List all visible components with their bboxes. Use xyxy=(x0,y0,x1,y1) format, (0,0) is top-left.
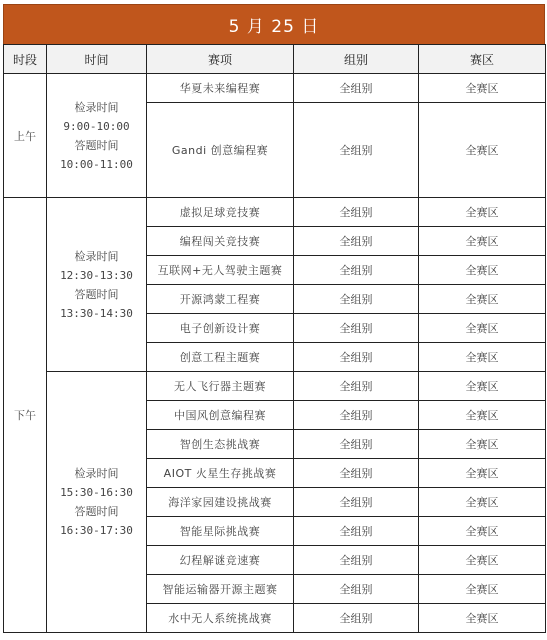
event-cell: 开源鸿蒙工程赛 xyxy=(147,285,294,314)
zone-cell: 全赛区 xyxy=(419,488,546,517)
group-cell: 全组别 xyxy=(294,343,419,372)
time-line: 16:30-17:30 xyxy=(60,524,133,537)
event-cell: 中国风创意编程赛 xyxy=(147,401,294,430)
zone-cell: 全赛区 xyxy=(419,546,546,575)
period-cell-pm: 下午 xyxy=(4,198,47,633)
table-row xyxy=(4,198,546,227)
table-row xyxy=(4,74,546,103)
time-line: 13:30-14:30 xyxy=(60,306,133,320)
event-cell: 智创生态挑战赛 xyxy=(147,430,294,459)
event-cell: 水中无人系统挑战赛 xyxy=(147,604,294,633)
zone-cell: 全赛区 xyxy=(419,256,546,285)
zone-cell: 全赛区 xyxy=(419,343,546,372)
group-cell: 全组别 xyxy=(294,227,419,256)
group-cell: 全组别 xyxy=(294,314,419,343)
event-cell: 海洋家园建设挑战赛 xyxy=(147,488,294,517)
date-title: 5 月 25 日 xyxy=(228,17,320,37)
time-line: 答题时间 xyxy=(74,138,119,152)
group-cell: 全组别 xyxy=(294,517,419,546)
event-cell: 智能星际挑战赛 xyxy=(147,517,294,546)
zone-cell: 全赛区 xyxy=(419,604,546,633)
zone-cell: 全赛区 xyxy=(419,430,546,459)
group-cell: 全组别 xyxy=(294,103,419,198)
group-cell: 全组别 xyxy=(294,430,419,459)
header-zone: 赛区 xyxy=(419,45,546,74)
group-cell: 全组别 xyxy=(294,459,419,488)
time-cell-am xyxy=(47,74,147,198)
event-cell: 编程闯关竞技赛 xyxy=(147,227,294,256)
zone-cell: 全赛区 xyxy=(419,103,546,198)
zone-cell: 全赛区 xyxy=(419,314,546,343)
event-cell: 无人飞行器主题赛 xyxy=(147,372,294,401)
group-cell: 全组别 xyxy=(294,401,419,430)
header-event: 赛项 xyxy=(147,45,294,74)
time-line: 12:30-13:30 xyxy=(60,268,133,282)
time-line: 15:30-16:30 xyxy=(60,486,133,499)
time-line: 答题时间 xyxy=(74,287,119,301)
event-cell: 虚拟足球竞技赛 xyxy=(147,198,294,227)
header-row xyxy=(4,45,546,74)
time-cell-pm-2 xyxy=(47,372,147,633)
event-cell: AIOT 火星生存挑战赛 xyxy=(147,459,294,488)
zone-cell: 全赛区 xyxy=(419,575,546,604)
time-line: 检录时间 xyxy=(74,100,119,114)
time-line: 检录时间 xyxy=(74,467,119,480)
event-cell: Gandi 创意编程赛 xyxy=(147,103,294,198)
table-row xyxy=(4,372,546,401)
group-cell: 全组别 xyxy=(294,372,419,401)
time-line: 10:00-11:00 xyxy=(60,157,133,171)
zone-cell: 全赛区 xyxy=(419,372,546,401)
zone-cell: 全赛区 xyxy=(419,517,546,546)
group-cell: 全组别 xyxy=(294,256,419,285)
header-period: 时段 xyxy=(4,45,47,74)
header-group: 组别 xyxy=(294,45,419,74)
time-line: 9:00-10:00 xyxy=(63,119,130,133)
event-cell: 电子创新设计赛 xyxy=(147,314,294,343)
group-cell: 全组别 xyxy=(294,198,419,227)
group-cell: 全组别 xyxy=(294,546,419,575)
period-cell-am: 上午 xyxy=(4,74,47,198)
zone-cell: 全赛区 xyxy=(419,227,546,256)
event-cell: 幻程解谜竞速赛 xyxy=(147,546,294,575)
date-banner xyxy=(3,4,545,44)
event-cell: 互联网+无人驾驶主题赛 xyxy=(147,256,294,285)
schedule-table xyxy=(3,44,546,633)
time-cell-pm-1 xyxy=(47,198,147,372)
group-cell: 全组别 xyxy=(294,604,419,633)
group-cell: 全组别 xyxy=(294,285,419,314)
time-line: 答题时间 xyxy=(74,505,119,518)
zone-cell: 全赛区 xyxy=(419,459,546,488)
group-cell: 全组别 xyxy=(294,575,419,604)
zone-cell: 全赛区 xyxy=(419,401,546,430)
event-cell: 智能运输器开源主题赛 xyxy=(147,575,294,604)
time-line: 检录时间 xyxy=(74,249,119,263)
group-cell: 全组别 xyxy=(294,488,419,517)
event-cell: 华夏未来编程赛 xyxy=(147,74,294,103)
zone-cell: 全赛区 xyxy=(419,74,546,103)
zone-cell: 全赛区 xyxy=(419,285,546,314)
schedule-page xyxy=(3,4,545,633)
group-cell: 全组别 xyxy=(294,74,419,103)
zone-cell: 全赛区 xyxy=(419,198,546,227)
event-cell: 创意工程主题赛 xyxy=(147,343,294,372)
header-time: 时间 xyxy=(47,45,147,74)
